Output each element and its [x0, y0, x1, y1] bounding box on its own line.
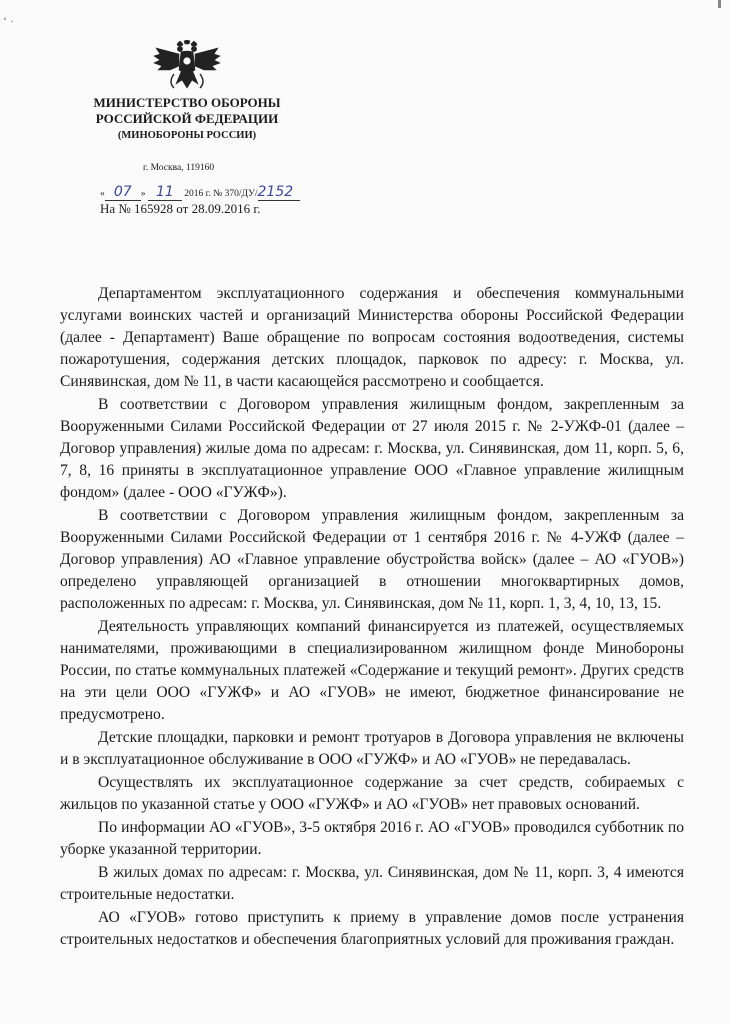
paragraph: Департаментом эксплуатационного содержания и обеспечения коммунальными услугами воинских частей и организаций Министерства обороны Российской Федерации (далее - Департамент) Ваше обращение по вопросам состояния водоотведения, системы пожаротушения, содержания детских площадок, парковок по адресу: г. Москва, ул. Синявинская, дом № 11, в части касающейся рассмотрено и сообщается. [60, 285, 684, 390]
scan-mark: ‘ · [3, 14, 14, 28]
org-name-line2: РОССИЙСКОЙ ФЕДЕРАЦИИ [95, 111, 279, 126]
date-close-quote: » [140, 189, 146, 199]
paragraph: Осуществлять их эксплуатационное содержание за счет средств, собираемых с жильцов по указанной статье у ООО «ГУЖФ» и АО «ГУОВ» нет правовых оснований. [60, 774, 684, 813]
letter-body [60, 283, 684, 951]
handwritten-day: 07 [113, 184, 132, 200]
paragraph: В соответствии с Договором управления жилищным фондом, закрепленным за Вооруженными Силами Российской Федерации от 1 сентября 2016 г. № 4-УЖФ (далее – Договор управления) АО «Главное управление обустройства войск» (далее – АО «ГУОВ») определено управляющей организацией в отношении многоквартирных домов, расположенных по адресам: г. Москва, ул. Синявинская, дом № 11, корп. 1, 3, 4, 10, 13, 15. [60, 507, 684, 612]
handwritten-month: 11 [155, 184, 174, 200]
org-name-line1: МИНИСТЕРСТВО ОБОРОНЫ [93, 95, 281, 110]
paragraph: Детские площадки, парковки и ремонт тротуаров в Договора управления не включены и в эксплуатационное обслуживание в ООО «ГУЖФ» и АО «ГУОВ» не передавалась. [60, 729, 684, 768]
org-abbreviation: (МИНОБОРОНЫ РОССИИ) [117, 130, 257, 141]
paragraph: АО «ГУОВ» готово приступить к приему в управление домов после устранения строительных недостатков и обеспечения благоприятных условий для проживания граждан. [60, 909, 684, 948]
year-and-prefix: 2016 г. № 370/ДУ/ [184, 189, 258, 199]
paragraph: В соответствии с Договором управления жилищным фондом, закрепленным за Вооруженными Силами Российской Федерации от 27 июля 2015 г. № 2-УЖФ-01 (далее – Договор управления) жилые дома по адресам: г. Москва, ул. Синявинская, дом 11, корп. 5, 6, 7, 8, 16 приняты в эксплуатационное управление ООО «Главное управление жилищным фондом» (далее - ООО «ГУЖФ»). [60, 396, 684, 501]
city-address: г. Москва, 119160 [143, 163, 215, 173]
paragraph: Деятельность управляющих компаний финансируется из платежей, осуществляемых нанимателями, проживающими в специализированном жилищном фонде Минобороны России, по статье коммунальных платежей «Содержание и текущий ремонт». Других средств на эти цели ООО «ГУЖФ» и АО «ГУОВ» не имеют, бюджетное финансирование не предусмотрено. [60, 618, 684, 723]
paragraph: По информации АО «ГУОВ», 3-5 октября 2016 г. АО «ГУОВ» проводился субботник по уборке указанной территории. [60, 819, 684, 858]
organization-header [80, 95, 294, 144]
handwritten-number: 2152 [257, 184, 294, 200]
scan-mark [718, 0, 721, 8]
eagle-emblem-icon [150, 40, 224, 92]
outgoing-reference [100, 184, 300, 201]
paragraph: В жилых домах по адресам: г. Москва, ул. Синявинская, дом № 11, корп. 3, 4 имеются строительные недостатки. [60, 864, 684, 903]
date-open-quote: « [100, 189, 105, 199]
reply-reference: На № 165928 от 28.09.2016 г. [100, 201, 261, 216]
